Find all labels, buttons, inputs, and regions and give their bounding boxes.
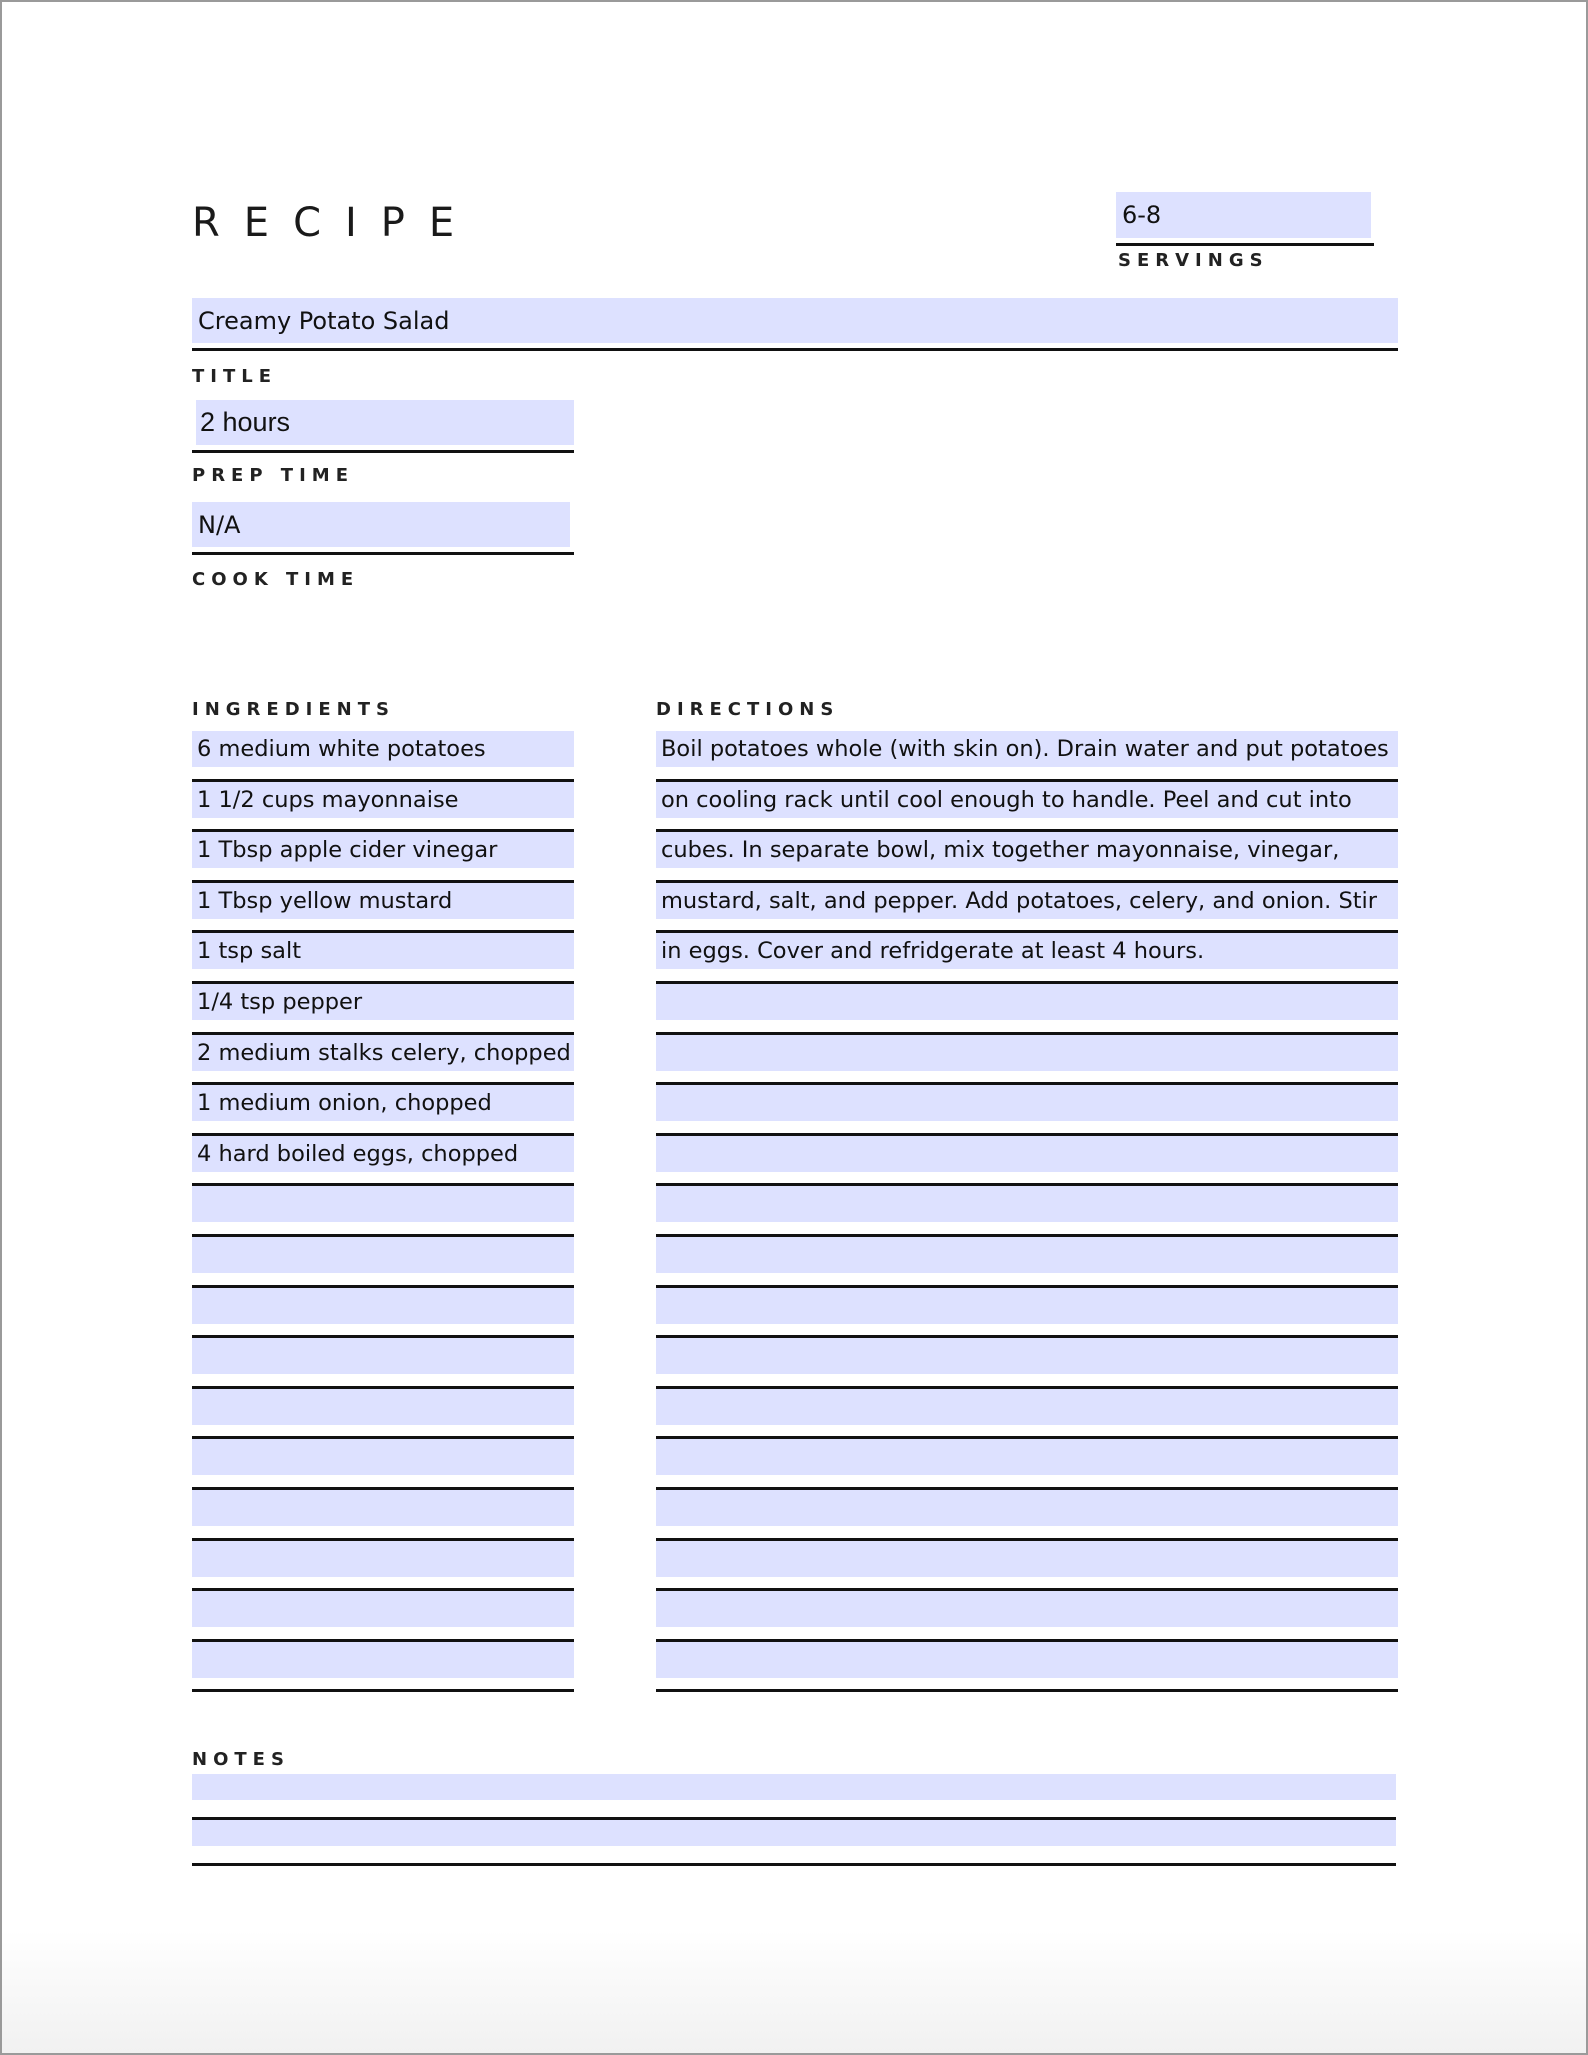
title-field[interactable]: [192, 298, 1398, 351]
directions-label: DIRECTIONS: [656, 699, 840, 720]
ingredient-row[interactable]: [192, 1490, 574, 1541]
cook-time-value: N/A: [198, 510, 241, 539]
ingredient-row[interactable]: [192, 1186, 574, 1237]
direction-row[interactable]: [656, 832, 1398, 883]
ingredient-row-text: 2 medium stalks celery, chopped: [197, 1039, 571, 1066]
direction-row[interactable]: [656, 883, 1398, 934]
ingredient-row[interactable]: [192, 1439, 574, 1490]
cook-time-label: COOK TIME: [192, 569, 360, 590]
direction-row[interactable]: [656, 984, 1398, 1035]
ingredient-row-text: 1 Tbsp apple cider vinegar: [197, 837, 498, 864]
direction-row[interactable]: [656, 1237, 1398, 1288]
ingredient-row-text: 1/4 tsp pepper: [197, 988, 363, 1015]
direction-row[interactable]: [656, 1541, 1398, 1592]
direction-row[interactable]: [656, 933, 1398, 984]
ingredient-row[interactable]: [192, 1591, 574, 1642]
title-label: TITLE: [192, 366, 278, 387]
direction-row-text: in eggs. Cover and refridgerate at least 4 hours.: [661, 938, 1205, 965]
ingredients-list: [192, 731, 574, 1692]
note-row[interactable]: [192, 1820, 1396, 1866]
ingredients-label: INGREDIENTS: [192, 699, 395, 720]
ingredient-row[interactable]: [192, 984, 574, 1035]
ingredient-row[interactable]: [192, 782, 574, 833]
prep-time-value: 2 hours: [200, 407, 291, 437]
directions-list: [656, 731, 1398, 1692]
ingredient-row-text: 1 tsp salt: [197, 938, 302, 965]
direction-row[interactable]: [656, 1338, 1398, 1389]
direction-row-text: Boil potatoes whole (with skin on). Drain water and put potatoes: [661, 736, 1389, 762]
direction-row[interactable]: [656, 1389, 1398, 1440]
direction-row[interactable]: [656, 1035, 1398, 1086]
ingredient-row[interactable]: [192, 731, 574, 782]
direction-row-text: cubes. In separate bowl, mix together mayonnaise, vinegar,: [661, 837, 1340, 864]
ingredient-row[interactable]: [192, 1237, 574, 1288]
page-title: RECIPE: [192, 200, 479, 246]
ingredient-row[interactable]: [192, 933, 574, 984]
note-row[interactable]: [192, 1774, 1396, 1820]
ingredient-row[interactable]: [192, 1136, 574, 1187]
ingredient-row-text: 4 hard boiled eggs, chopped: [197, 1140, 519, 1167]
title-value: Creamy Potato Salad: [198, 306, 450, 335]
direction-row[interactable]: [656, 731, 1398, 782]
direction-row[interactable]: [656, 782, 1398, 833]
ingredient-row[interactable]: [192, 1541, 574, 1592]
servings-label: SERVINGS: [1118, 250, 1269, 271]
prep-time-label: PREP TIME: [192, 465, 354, 486]
direction-row[interactable]: [656, 1642, 1398, 1693]
direction-row[interactable]: [656, 1136, 1398, 1187]
direction-row[interactable]: [656, 1288, 1398, 1339]
ingredient-row[interactable]: [192, 1389, 574, 1440]
direction-row[interactable]: [656, 1591, 1398, 1642]
direction-row-text: on cooling rack until cool enough to handle. Peel and cut into: [661, 786, 1352, 813]
ingredient-row[interactable]: [192, 832, 574, 883]
ingredient-row-text: 6 medium white potatoes: [197, 736, 486, 762]
direction-row[interactable]: [656, 1439, 1398, 1490]
ingredient-row[interactable]: [192, 1338, 574, 1389]
direction-row-text: mustard, salt, and pepper. Add potatoes, celery, and onion. Stir: [661, 887, 1378, 914]
ingredient-row[interactable]: [192, 883, 574, 934]
prep-time-field[interactable]: [192, 400, 574, 453]
servings-value: 6-8: [1122, 201, 1162, 229]
ingredient-row[interactable]: [192, 1085, 574, 1136]
direction-row[interactable]: [656, 1085, 1398, 1136]
notes-list: [192, 1774, 1396, 1866]
ingredient-row[interactable]: [192, 1642, 574, 1693]
ingredient-row[interactable]: [192, 1035, 574, 1086]
ingredient-row-text: 1 medium onion, chopped: [197, 1090, 492, 1117]
cook-time-field[interactable]: [192, 502, 574, 555]
notes-label: NOTES: [192, 1749, 290, 1770]
ingredient-row-text: 1 1/2 cups mayonnaise: [197, 786, 459, 813]
servings-field[interactable]: [1116, 192, 1374, 246]
direction-row[interactable]: [656, 1490, 1398, 1541]
ingredient-row[interactable]: [192, 1288, 574, 1339]
direction-row[interactable]: [656, 1186, 1398, 1237]
ingredient-row-text: 1 Tbsp yellow mustard: [197, 887, 453, 914]
